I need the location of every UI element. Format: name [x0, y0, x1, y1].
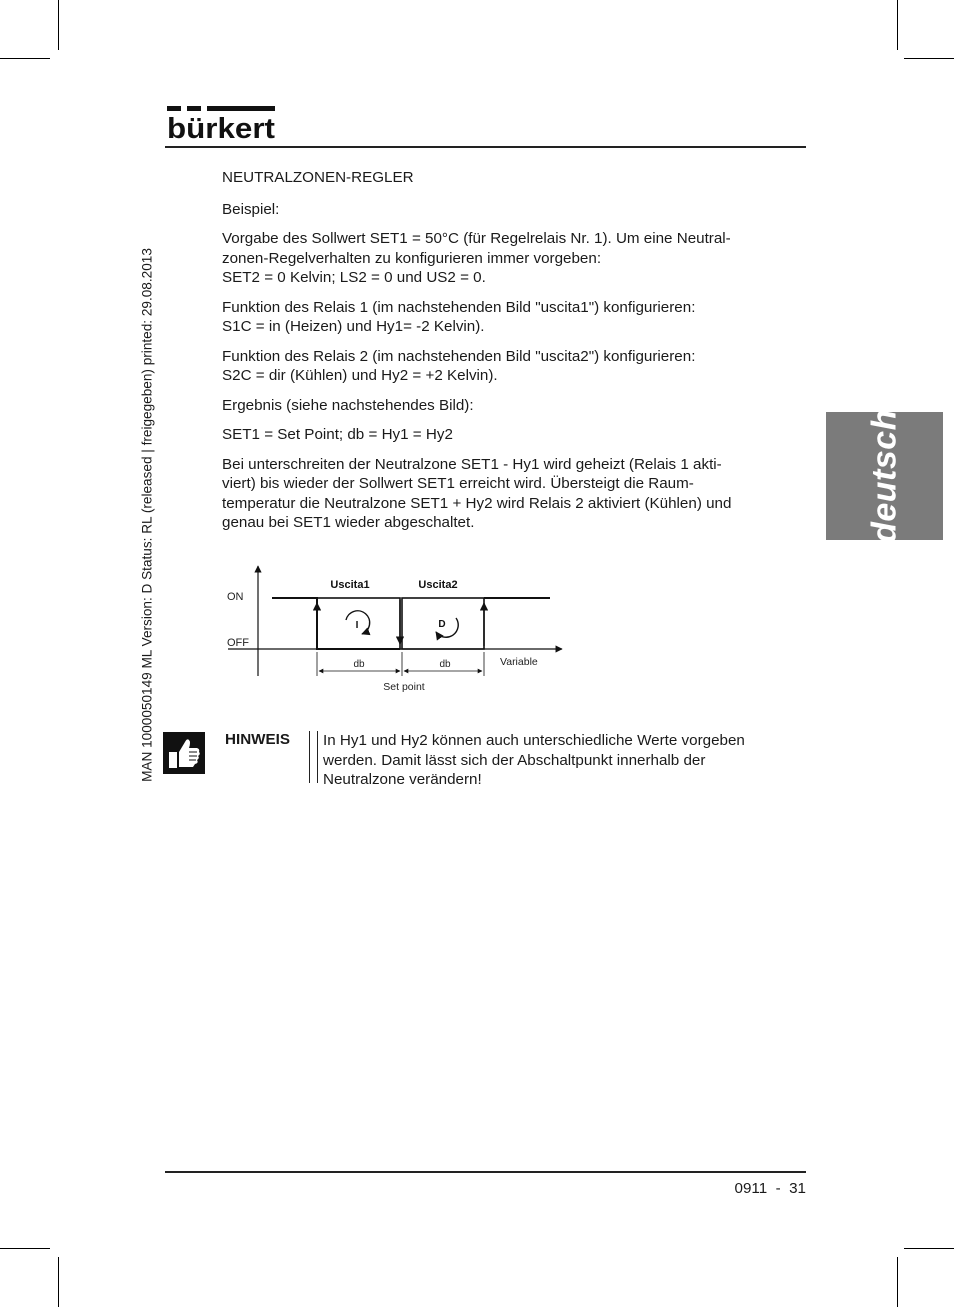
paragraph: Ergebnis (siehe nachstehendes Bild):	[222, 396, 474, 414]
paragraph: Vorgabe des Sollwert SET1 = 50°C (für Regelrelais Nr. 1). Um eine Neutral- zonen-Regelverhalten zu konfigurieren immer vorgeben: SET2 = 0 Kelvin; LS2 = 0 und US2 = 0.	[222, 230, 731, 286]
paragraph: Bei unterschreiten der Neutralzone SET1 - Hy1 wird geheizt (Relais 1 akti- viert) bis wieder der Sollwert SET1 erreicht wird. Übersteigt die Raum- temperatur die Neutralzone SET1 + Hy2 wird Relais 2 aktiviert (Kühlen) und genau bei SET1 wieder abgeschaltet.	[222, 455, 732, 531]
document-meta: MAN 1000050149 ML Version: D Status: RL (released | freigegeben) printed: 29.08.2013	[139, 248, 155, 782]
output2-label: Uscita2	[418, 579, 458, 591]
off-label: OFF	[227, 637, 249, 649]
crop-mark	[0, 58, 50, 59]
header-rule	[165, 146, 806, 148]
paragraph: Funktion des Relais 2 (im nachstehenden Bild "uscita2") konfigurieren: S2C = dir (Kühlen) und Hy2 = +2 Kelvin).	[222, 347, 696, 384]
language-tab	[826, 409, 943, 543]
page-number: 0911 - 31	[734, 1180, 806, 1197]
burkert-logo	[165, 104, 277, 144]
setpoint-label: Set point	[383, 681, 425, 693]
crop-mark	[904, 58, 954, 59]
on-label: ON	[227, 591, 244, 603]
paragraph: Funktion des Relais 1 (im nachstehenden Bild "uscita1") konfigurieren: S1C = in (Heizen) und Hy1= -2 Kelvin).	[222, 298, 696, 335]
crop-mark	[897, 1257, 898, 1307]
output1-label: Uscita1	[330, 579, 370, 591]
paragraph: SET1 = Set Point; db = Hy1 = Hy2	[222, 426, 453, 443]
footer-rule	[165, 1171, 806, 1173]
hint-text: In Hy1 und Hy2 können auch unterschiedliche Werte vorgeben werden. Damit lässt sich der Abschaltpunkt innerhalb der Neutralzone verändern!	[323, 732, 745, 788]
x-axis-label: Variable	[500, 656, 538, 668]
cooling-marker: D	[438, 619, 446, 630]
heating-marker: I	[355, 620, 359, 631]
db-right-label: db	[439, 659, 451, 670]
paragraph: Beispiel:	[222, 200, 280, 218]
crop-mark	[58, 0, 59, 50]
language-tab-label: deutsch	[865, 409, 903, 543]
main-content	[222, 168, 792, 543]
crop-mark	[904, 1248, 954, 1249]
crop-mark	[0, 1248, 50, 1249]
hint-label: HINWEIS	[225, 731, 290, 748]
thumbs-up-icon	[163, 732, 205, 774]
heating-direction-icon	[346, 611, 370, 634]
section-heading: NEUTRALZONEN-REGLER	[222, 169, 414, 186]
logo-text: bürkert	[167, 113, 276, 144]
output1-box	[317, 598, 400, 649]
output1-curve	[272, 598, 400, 649]
db-left-label: db	[353, 659, 365, 670]
crop-mark	[58, 1257, 59, 1307]
neutral-zone-diagram	[222, 558, 572, 698]
cooling-direction-icon	[436, 618, 458, 637]
hint-divider	[309, 731, 318, 783]
crop-mark	[897, 0, 898, 50]
